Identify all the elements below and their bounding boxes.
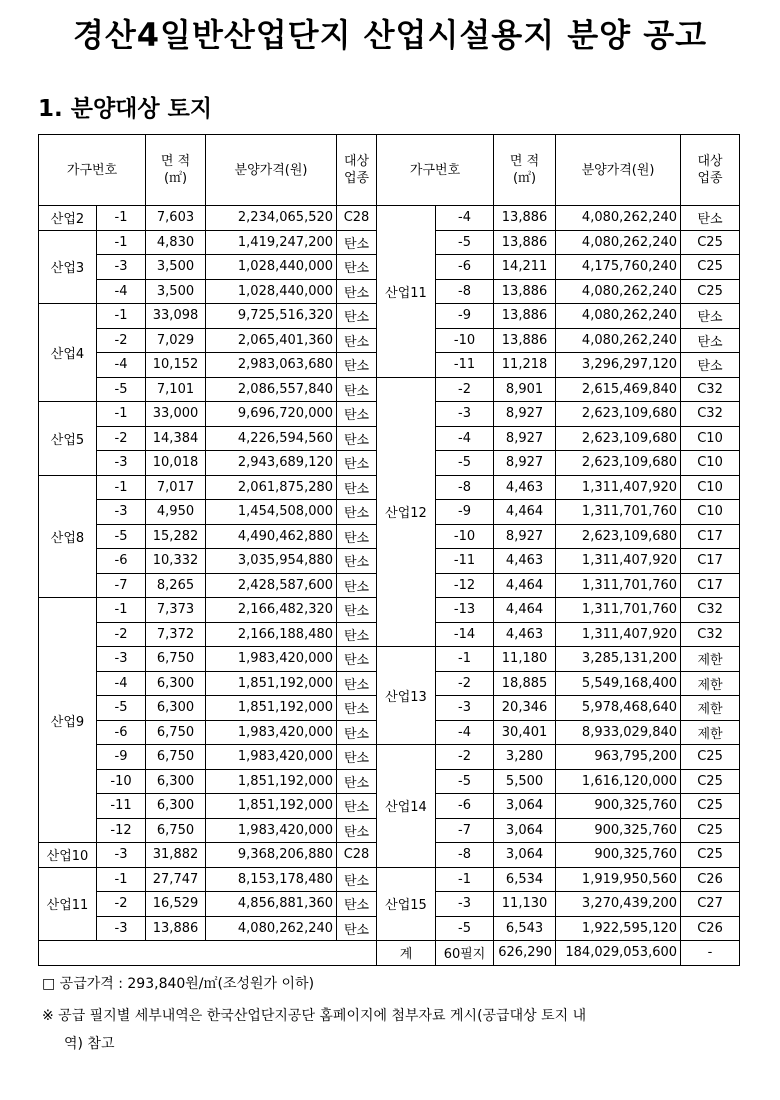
area-cell: 13,886 <box>494 230 556 255</box>
industry-cell: 탄소 <box>337 451 377 476</box>
industry-cell: C25 <box>681 843 740 868</box>
table-row <box>39 745 740 770</box>
price-cell: 4,226,594,560 <box>206 426 337 451</box>
price-cell: 3,035,954,880 <box>206 549 337 574</box>
price-cell: 9,696,720,000 <box>206 402 337 427</box>
area-cell: 8,927 <box>494 402 556 427</box>
parcel-cell: -4 <box>436 426 494 451</box>
industry-cell: 탄소 <box>337 769 377 794</box>
industry-cell: C32 <box>681 377 740 402</box>
industry-cell: C10 <box>681 451 740 476</box>
industry-cell: C17 <box>681 549 740 574</box>
area-cell: 10,018 <box>146 451 206 476</box>
area-cell: 4,464 <box>494 500 556 525</box>
price-cell: 4,080,262,240 <box>556 230 681 255</box>
parcel-cell: -5 <box>97 377 146 402</box>
industry-cell: 탄소 <box>337 328 377 353</box>
industry-cell: C28 <box>337 206 377 231</box>
parcel-cell: -5 <box>436 916 494 941</box>
parcel-cell: -2 <box>97 426 146 451</box>
header-area-unit: (㎡) <box>163 171 188 186</box>
parcel-cell: -3 <box>97 647 146 672</box>
price-cell: 8,153,178,480 <box>206 867 337 892</box>
industry-cell: 탄소 <box>337 892 377 917</box>
area-cell: 4,463 <box>494 622 556 647</box>
area-cell: 10,332 <box>146 549 206 574</box>
area-cell: 10,152 <box>146 353 206 378</box>
header-use <box>337 135 377 206</box>
parcel-cell: -1 <box>97 304 146 329</box>
industry-cell: C25 <box>681 279 740 304</box>
industry-cell: 탄소 <box>681 304 740 329</box>
parcel-cell: -5 <box>97 696 146 721</box>
area-cell: 4,950 <box>146 500 206 525</box>
price-cell: 2,623,109,680 <box>556 402 681 427</box>
area-cell: 14,211 <box>494 255 556 280</box>
parcel-cell: -3 <box>97 451 146 476</box>
price-cell: 1,311,701,760 <box>556 500 681 525</box>
area-cell: 13,886 <box>494 328 556 353</box>
parcel-cell: -11 <box>436 549 494 574</box>
price-cell: 1,983,420,000 <box>206 818 337 843</box>
price-cell: 900,325,760 <box>556 843 681 868</box>
area-cell: 8,927 <box>494 426 556 451</box>
area-cell: 13,886 <box>494 206 556 231</box>
price-cell: 2,623,109,680 <box>556 426 681 451</box>
parcel-cell: -1 <box>97 598 146 623</box>
parcel-cell: -12 <box>97 818 146 843</box>
total-price: 184,029,053,600 <box>556 941 681 966</box>
area-cell: 13,886 <box>494 304 556 329</box>
price-cell: 900,325,760 <box>556 794 681 819</box>
price-cell: 3,285,131,200 <box>556 647 681 672</box>
area-cell: 15,282 <box>146 524 206 549</box>
area-cell: 8,927 <box>494 451 556 476</box>
block-cell: 산업13 <box>377 647 436 745</box>
area-cell: 11,218 <box>494 353 556 378</box>
area-cell: 6,300 <box>146 794 206 819</box>
price-cell: 5,978,468,640 <box>556 696 681 721</box>
header-use-top: 대상 <box>697 154 723 169</box>
parcel-cell: -6 <box>436 255 494 280</box>
parcel-cell: -9 <box>97 745 146 770</box>
area-cell: 18,885 <box>494 671 556 696</box>
parcel-cell: -4 <box>436 720 494 745</box>
parcel-cell: -8 <box>436 475 494 500</box>
industry-cell: 탄소 <box>337 573 377 598</box>
price-cell: 2,061,875,280 <box>206 475 337 500</box>
area-cell: 3,064 <box>494 818 556 843</box>
parcel-cell: -7 <box>436 818 494 843</box>
industry-cell: 탄소 <box>337 255 377 280</box>
price-cell: 4,175,760,240 <box>556 255 681 280</box>
price-cell: 3,270,439,200 <box>556 892 681 917</box>
industry-cell: 제한 <box>681 720 740 745</box>
price-cell: 9,725,516,320 <box>206 304 337 329</box>
price-cell: 4,490,462,880 <box>206 524 337 549</box>
area-cell: 14,384 <box>146 426 206 451</box>
parcel-cell: -10 <box>436 524 494 549</box>
parcel-cell: -2 <box>97 328 146 353</box>
area-cell: 6,300 <box>146 671 206 696</box>
parcel-cell: -9 <box>436 500 494 525</box>
price-cell: 1,983,420,000 <box>206 720 337 745</box>
industry-cell: 탄소 <box>337 377 377 402</box>
price-cell: 900,325,760 <box>556 818 681 843</box>
price-cell: 2,943,689,120 <box>206 451 337 476</box>
area-cell: 6,750 <box>146 720 206 745</box>
land-table <box>38 134 740 966</box>
area-cell: 16,529 <box>146 892 206 917</box>
industry-cell: C25 <box>681 745 740 770</box>
detail-note <box>42 1002 748 1058</box>
industry-cell: C28 <box>337 843 377 868</box>
price-cell: 1,851,192,000 <box>206 769 337 794</box>
price-cell: 1,851,192,000 <box>206 696 337 721</box>
parcel-cell: -2 <box>436 377 494 402</box>
table-row <box>39 647 740 672</box>
industry-cell: C10 <box>681 500 740 525</box>
header-use-bottom: 업종 <box>697 171 723 186</box>
price-cell: 2,983,063,680 <box>206 353 337 378</box>
parcel-cell: -12 <box>436 573 494 598</box>
header-use-top: 대상 <box>343 154 370 169</box>
price-cell: 2,086,557,840 <box>206 377 337 402</box>
industry-cell: C26 <box>681 867 740 892</box>
price-cell: 1,983,420,000 <box>206 745 337 770</box>
industry-cell: 탄소 <box>337 524 377 549</box>
industry-cell: C25 <box>681 794 740 819</box>
area-cell: 4,464 <box>494 573 556 598</box>
parcel-cell: -1 <box>97 230 146 255</box>
parcel-cell: -8 <box>436 843 494 868</box>
price-cell: 2,428,587,600 <box>206 573 337 598</box>
price-cell: 4,080,262,240 <box>556 206 681 231</box>
industry-cell: C10 <box>681 426 740 451</box>
area-cell: 13,886 <box>146 916 206 941</box>
industry-cell: C25 <box>681 818 740 843</box>
area-cell: 8,927 <box>494 524 556 549</box>
parcel-cell: -13 <box>436 598 494 623</box>
parcel-cell: -8 <box>436 279 494 304</box>
parcel-cell: -3 <box>436 892 494 917</box>
header-price: 분양가격(원) <box>556 135 681 206</box>
parcel-cell: -3 <box>97 500 146 525</box>
page-title: 경산4일반산업단지 산업시설용지 분양 공고 <box>72 16 708 54</box>
header-area <box>494 135 556 206</box>
header-area <box>146 135 206 206</box>
area-cell: 6,534 <box>494 867 556 892</box>
parcel-cell: -3 <box>436 402 494 427</box>
industry-cell: 탄소 <box>337 304 377 329</box>
total-count: 60필지 <box>436 941 494 966</box>
industry-cell: 탄소 <box>337 794 377 819</box>
total-blank-cell <box>39 941 377 966</box>
industry-cell: C32 <box>681 598 740 623</box>
area-cell: 33,000 <box>146 402 206 427</box>
block-cell: 산업11 <box>377 206 436 378</box>
price-cell: 1,983,420,000 <box>206 647 337 672</box>
parcel-cell: -5 <box>436 769 494 794</box>
area-cell: 7,017 <box>146 475 206 500</box>
table-row <box>39 377 740 402</box>
industry-cell: 탄소 <box>337 279 377 304</box>
industry-cell: 제한 <box>681 696 740 721</box>
area-cell: 6,750 <box>146 647 206 672</box>
price-cell: 2,065,401,360 <box>206 328 337 353</box>
parcel-cell: -7 <box>97 573 146 598</box>
parcel-cell: -3 <box>97 255 146 280</box>
block-cell: 산업3 <box>39 230 97 304</box>
industry-cell: 탄소 <box>337 549 377 574</box>
area-cell: 6,300 <box>146 696 206 721</box>
block-cell: 산업4 <box>39 304 97 402</box>
price-cell: 3,296,297,120 <box>556 353 681 378</box>
parcel-cell: -2 <box>436 671 494 696</box>
block-cell: 산업8 <box>39 475 97 598</box>
parcel-cell: -5 <box>97 524 146 549</box>
parcel-cell: -1 <box>436 867 494 892</box>
parcel-cell: -2 <box>436 745 494 770</box>
parcel-cell: -1 <box>436 647 494 672</box>
section-heading: 1. 분양대상 토지 <box>38 96 213 122</box>
area-cell: 13,886 <box>494 279 556 304</box>
parcel-cell: -4 <box>97 353 146 378</box>
industry-cell: 탄소 <box>337 671 377 696</box>
block-cell: 산업9 <box>39 598 97 843</box>
parcel-cell: -6 <box>97 720 146 745</box>
parcel-cell: -11 <box>97 794 146 819</box>
area-cell: 4,464 <box>494 598 556 623</box>
header-area-label: 면 적 <box>160 154 191 169</box>
area-cell: 7,603 <box>146 206 206 231</box>
industry-cell: C32 <box>681 402 740 427</box>
industry-cell: C25 <box>681 255 740 280</box>
industry-cell: 탄소 <box>337 745 377 770</box>
price-cell: 9,368,206,880 <box>206 843 337 868</box>
parcel-cell: -1 <box>97 402 146 427</box>
price-cell: 1,311,701,760 <box>556 598 681 623</box>
block-cell: 산업5 <box>39 402 97 476</box>
area-cell: 20,346 <box>494 696 556 721</box>
parcel-cell: -2 <box>97 622 146 647</box>
price-cell: 2,615,469,840 <box>556 377 681 402</box>
parcel-cell: -1 <box>97 475 146 500</box>
area-cell: 6,300 <box>146 769 206 794</box>
industry-cell: 탄소 <box>681 328 740 353</box>
header-use-bottom: 업종 <box>343 171 370 186</box>
header-lot: 가구번호 <box>39 135 146 206</box>
industry-cell: 탄소 <box>337 475 377 500</box>
area-cell: 4,463 <box>494 549 556 574</box>
price-cell: 4,080,262,240 <box>556 279 681 304</box>
block-cell: 산업2 <box>39 206 97 231</box>
area-cell: 27,747 <box>146 867 206 892</box>
industry-cell: 탄소 <box>337 230 377 255</box>
industry-cell: C17 <box>681 573 740 598</box>
block-cell: 산업11 <box>39 867 97 941</box>
industry-cell: 탄소 <box>337 647 377 672</box>
area-cell: 11,180 <box>494 647 556 672</box>
price-cell: 4,856,881,360 <box>206 892 337 917</box>
table-row <box>39 867 740 892</box>
area-cell: 6,750 <box>146 745 206 770</box>
area-cell: 5,500 <box>494 769 556 794</box>
industry-cell: 탄소 <box>681 353 740 378</box>
price-cell: 5,549,168,400 <box>556 671 681 696</box>
price-cell: 1,028,440,000 <box>206 279 337 304</box>
price-cell: 2,234,065,520 <box>206 206 337 231</box>
industry-cell: 탄소 <box>337 353 377 378</box>
industry-cell: C27 <box>681 892 740 917</box>
header-lot: 가구번호 <box>377 135 494 206</box>
parcel-cell: -9 <box>436 304 494 329</box>
parcel-cell: -2 <box>97 892 146 917</box>
price-cell: 8,933,029,840 <box>556 720 681 745</box>
price-cell: 2,166,482,320 <box>206 598 337 623</box>
detail-note-line2: 역) 참고 <box>64 1036 115 1052</box>
price-cell: 2,623,109,680 <box>556 451 681 476</box>
price-cell: 4,080,262,240 <box>206 916 337 941</box>
parcel-cell: -6 <box>97 549 146 574</box>
area-cell: 4,463 <box>494 475 556 500</box>
parcel-cell: -4 <box>436 206 494 231</box>
industry-cell: 탄소 <box>337 426 377 451</box>
industry-cell: C26 <box>681 916 740 941</box>
price-cell: 1,919,950,560 <box>556 867 681 892</box>
parcel-cell: -14 <box>436 622 494 647</box>
total-area: 626,290 <box>494 941 556 966</box>
parcel-cell: -4 <box>97 671 146 696</box>
total-label: 계 <box>377 941 436 966</box>
parcel-cell: -3 <box>97 843 146 868</box>
industry-cell: 탄소 <box>337 867 377 892</box>
area-cell: 11,130 <box>494 892 556 917</box>
industry-cell: C25 <box>681 230 740 255</box>
area-cell: 31,882 <box>146 843 206 868</box>
header-price: 분양가격(원) <box>206 135 337 206</box>
industry-cell: 탄소 <box>337 720 377 745</box>
price-cell: 1,851,192,000 <box>206 671 337 696</box>
parcel-cell: -11 <box>436 353 494 378</box>
area-cell: 30,401 <box>494 720 556 745</box>
price-cell: 1,616,120,000 <box>556 769 681 794</box>
parcel-cell: -4 <box>97 279 146 304</box>
parcel-cell: -3 <box>436 696 494 721</box>
price-cell: 1,311,407,920 <box>556 475 681 500</box>
parcel-cell: -1 <box>97 206 146 231</box>
area-cell: 7,373 <box>146 598 206 623</box>
price-cell: 1,851,192,000 <box>206 794 337 819</box>
industry-cell: 제한 <box>681 647 740 672</box>
price-cell: 1,419,247,200 <box>206 230 337 255</box>
price-cell: 1,311,407,920 <box>556 549 681 574</box>
header-area-unit: (㎡) <box>512 171 537 186</box>
industry-cell: 탄소 <box>337 696 377 721</box>
header-use <box>681 135 740 206</box>
table-row <box>39 206 740 231</box>
price-cell: 1,454,508,000 <box>206 500 337 525</box>
area-cell: 7,101 <box>146 377 206 402</box>
price-cell: 1,028,440,000 <box>206 255 337 280</box>
area-cell: 3,064 <box>494 794 556 819</box>
area-cell: 3,064 <box>494 843 556 868</box>
industry-cell: 탄소 <box>337 500 377 525</box>
industry-cell: 탄소 <box>337 818 377 843</box>
area-cell: 8,901 <box>494 377 556 402</box>
price-cell: 1,922,595,120 <box>556 916 681 941</box>
area-cell: 6,543 <box>494 916 556 941</box>
price-cell: 2,166,188,480 <box>206 622 337 647</box>
block-cell: 산업14 <box>377 745 436 868</box>
parcel-cell: -6 <box>436 794 494 819</box>
area-cell: 4,830 <box>146 230 206 255</box>
area-cell: 3,280 <box>494 745 556 770</box>
area-cell: 3,500 <box>146 279 206 304</box>
total-use: - <box>681 941 740 966</box>
area-cell: 33,098 <box>146 304 206 329</box>
parcel-cell: -5 <box>436 230 494 255</box>
industry-cell: 탄소 <box>337 402 377 427</box>
industry-cell: C10 <box>681 475 740 500</box>
industry-cell: 탄소 <box>337 622 377 647</box>
detail-note-line1: ※ 공급 필지별 세부내역은 한국산업단지공단 홈페이지에 첨부자료 게시(공급대상 토지 내 <box>42 1008 587 1024</box>
price-cell: 2,623,109,680 <box>556 524 681 549</box>
parcel-cell: -1 <box>97 867 146 892</box>
supply-price-note: □ 공급가격 : 293,840원/㎡(조성원가 이하) <box>42 976 315 992</box>
price-cell: 4,080,262,240 <box>556 304 681 329</box>
block-cell: 산업12 <box>377 377 436 647</box>
industry-cell: C25 <box>681 769 740 794</box>
price-cell: 963,795,200 <box>556 745 681 770</box>
block-cell: 산업10 <box>39 843 97 868</box>
parcel-cell: -3 <box>97 916 146 941</box>
industry-cell: 제한 <box>681 671 740 696</box>
area-cell: 7,029 <box>146 328 206 353</box>
area-cell: 6,750 <box>146 818 206 843</box>
block-cell: 산업15 <box>377 867 436 941</box>
area-cell: 8,265 <box>146 573 206 598</box>
industry-cell: C17 <box>681 524 740 549</box>
industry-cell: C32 <box>681 622 740 647</box>
area-cell: 7,372 <box>146 622 206 647</box>
parcel-cell: -10 <box>97 769 146 794</box>
industry-cell: 탄소 <box>681 206 740 231</box>
industry-cell: 탄소 <box>337 598 377 623</box>
header-area-label: 면 적 <box>509 154 540 169</box>
price-cell: 1,311,701,760 <box>556 573 681 598</box>
parcel-cell: -5 <box>436 451 494 476</box>
price-cell: 4,080,262,240 <box>556 328 681 353</box>
price-cell: 1,311,407,920 <box>556 622 681 647</box>
industry-cell: 탄소 <box>337 916 377 941</box>
total-row <box>39 941 740 966</box>
area-cell: 3,500 <box>146 255 206 280</box>
table-header-row <box>39 135 740 206</box>
parcel-cell: -10 <box>436 328 494 353</box>
